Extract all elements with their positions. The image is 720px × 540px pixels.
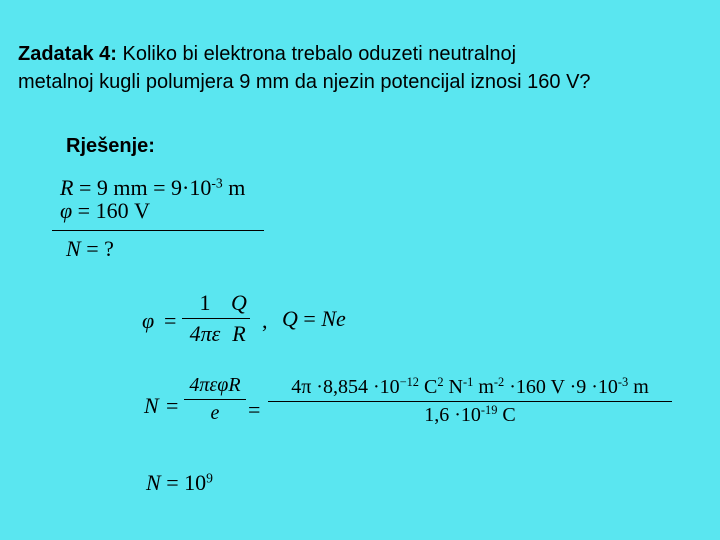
potential-symbol: φ xyxy=(60,198,73,223)
radius-symbol: R xyxy=(60,175,74,200)
formula2-symbolic-den: e xyxy=(210,402,220,424)
formula2-numeric-bar xyxy=(268,401,672,402)
task-text-1: Koliko bi elektrona trebalo oduzeti neutralnoj xyxy=(116,43,517,65)
formula2-numeric-den xyxy=(424,404,516,427)
den-part-b: C xyxy=(497,404,516,426)
result-exponent: 9 xyxy=(206,470,213,486)
formula2-numeric-fraction xyxy=(268,376,672,427)
formula1-frac1-den: 4πε xyxy=(189,321,221,346)
formula1-fraction-1 xyxy=(182,290,228,347)
radius-value: = 9 mm = 9·10 xyxy=(73,175,212,200)
formula1-fraction-2 xyxy=(228,290,250,347)
unknown-quantity xyxy=(66,236,114,262)
formula1-separator: , xyxy=(262,308,268,333)
num-exp-1: −12 xyxy=(399,375,419,390)
task-line-2: metalnoj kugli polumjera 9 mm da njezin potencijal iznosi 160 V? xyxy=(18,71,591,93)
formula1-charge-definition xyxy=(282,306,346,332)
num-exp-4: -2 xyxy=(493,375,505,390)
num-part-a: 4π ·8,854 ·10 xyxy=(291,376,400,398)
formula1-frac1-num: 1 xyxy=(199,290,211,315)
num-part-f: m xyxy=(628,376,649,398)
potential-value: = 160 V xyxy=(72,198,150,223)
given-radius xyxy=(60,176,245,200)
task-heading: Zadatak 4: xyxy=(18,43,117,65)
formula2-equals: = xyxy=(166,393,179,418)
formula1-frac2-num: Q xyxy=(231,290,247,315)
given-potential xyxy=(60,199,150,223)
num-part-b: C xyxy=(419,376,438,398)
task-statement xyxy=(18,40,591,96)
solution-title: Rješenje: xyxy=(66,135,155,157)
num-part-e: ·160 V ·9 ·10 xyxy=(504,376,618,398)
formula2-symbolic-num: 4πεφR xyxy=(189,374,241,396)
formula1-frac2-den: R xyxy=(232,321,246,346)
formula2-lhs: N xyxy=(144,393,159,418)
formula2-equals-2: = xyxy=(248,397,261,422)
radius-exponent: -3 xyxy=(211,175,223,191)
result-symbol: N xyxy=(146,470,161,495)
formula2-symbolic-fraction xyxy=(184,374,246,425)
formula2-symbolic-bar xyxy=(184,399,246,400)
unknown-eq: = ? xyxy=(80,236,114,261)
den-exp: -19 xyxy=(480,403,498,418)
result-eq: = 10 xyxy=(160,470,207,495)
result xyxy=(146,470,213,496)
formula1-equals: = xyxy=(164,308,177,333)
charge-eq: = xyxy=(297,306,322,331)
num-part-d: m xyxy=(473,376,494,398)
radius-unit: m xyxy=(222,175,246,200)
formula2-numeric-num xyxy=(291,376,649,399)
formula1-lhs: φ xyxy=(142,308,155,333)
task-line-1 xyxy=(18,40,591,68)
den-part-a: 1,6 ·10 xyxy=(424,404,481,426)
charge-symbol: Q xyxy=(282,306,298,331)
num-exp-5: -3 xyxy=(617,375,629,390)
given-divider xyxy=(52,230,264,231)
num-exp-2: 2 xyxy=(437,375,444,390)
unknown-symbol: N xyxy=(66,236,81,261)
num-part-c: N xyxy=(443,376,463,398)
charge-rhs: Ne xyxy=(321,306,346,331)
formula1-frac1-bar xyxy=(182,318,228,319)
num-exp-3: -1 xyxy=(463,375,474,390)
formula1-frac2-bar xyxy=(228,318,250,319)
